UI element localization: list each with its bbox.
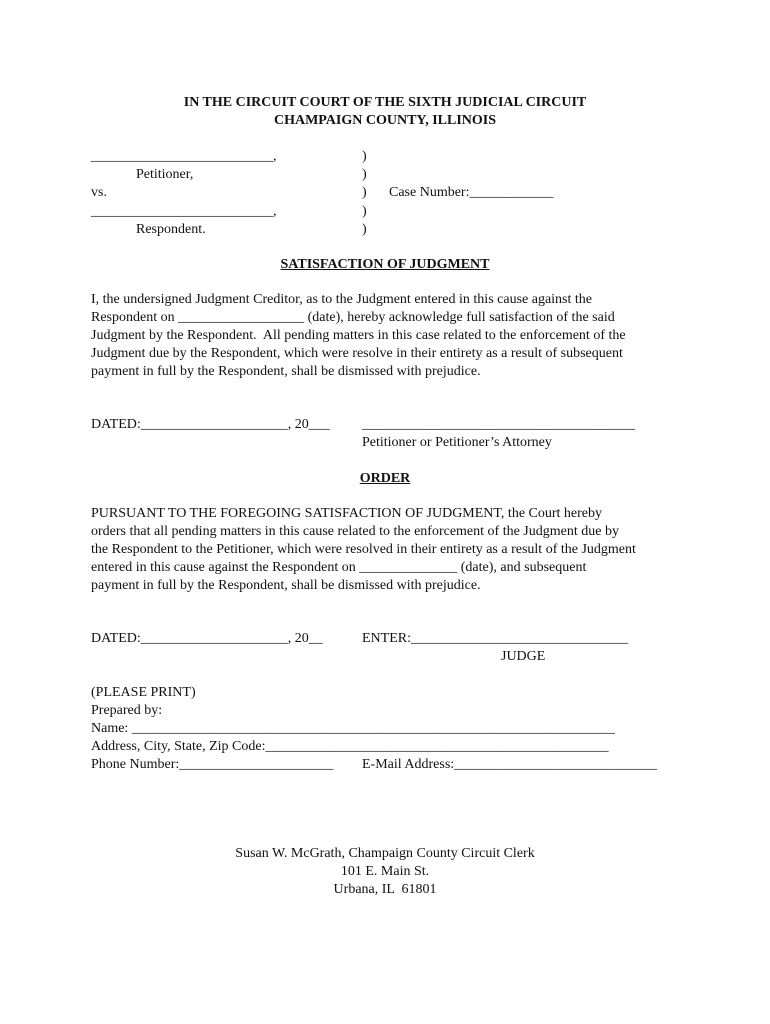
caption-paren: ) bbox=[362, 149, 367, 164]
judge-enter-line: ENTER:_______________________________ bbox=[362, 631, 628, 646]
satisfaction-text-line: Judgment due by the Respondent, which were resolve in their entirety as a result of subsequent bbox=[91, 346, 623, 361]
order-text-line: entered in this cause against the Respondent on ______________ (date), and subsequent bbox=[91, 560, 587, 575]
order-title: ORDER bbox=[359, 471, 411, 486]
satisfaction-text-line: payment in full by the Respondent, shall be dismissed with prejudice. bbox=[91, 364, 481, 379]
order-text-line: orders that all pending matters in this cause related to the enforcement of the Judgment due by bbox=[91, 524, 619, 539]
caption-paren: ) bbox=[362, 222, 367, 237]
court-title: IN THE CIRCUIT COURT OF THE SIXTH JUDICIAL CIRCUIT bbox=[183, 95, 587, 110]
preparer-name-field: Name: _____________________________________________________________________ bbox=[91, 721, 615, 736]
order-text-line: PURSUANT TO THE FOREGOING SATISFACTION OF JUDGMENT, the Court hereby bbox=[91, 506, 603, 521]
case-number-field: Case Number:____________ bbox=[389, 185, 554, 200]
clerk-street: 101 E. Main St. bbox=[340, 864, 430, 879]
satisfaction-text-line: I, the undersigned Judgment Creditor, as to the Judgment entered in this cause against the bbox=[91, 292, 592, 307]
order-dated-line: DATED:_____________________, 20__ bbox=[91, 631, 323, 646]
prepared-by-label: Prepared by: bbox=[91, 703, 163, 718]
satisfaction-dated-line: DATED:_____________________, 20___ bbox=[91, 417, 330, 432]
petitioner-signature-line: _______________________________________ bbox=[362, 417, 635, 432]
petitioner-name-line: __________________________, bbox=[91, 149, 277, 164]
petitioner-label: Petitioner, bbox=[136, 167, 194, 182]
order-text-line: the Respondent to the Petitioner, which were resolved in their entirety as a result of the Judgment bbox=[91, 542, 636, 557]
versus-label: vs. bbox=[91, 185, 107, 200]
caption-paren: ) bbox=[362, 204, 367, 219]
please-print-label: (PLEASE PRINT) bbox=[91, 685, 196, 700]
respondent-label: Respondent. bbox=[136, 222, 206, 237]
county-title: CHAMPAIGN COUNTY, ILLINOIS bbox=[273, 113, 497, 128]
preparer-email-field: E-Mail Address:_____________________________ bbox=[362, 757, 658, 772]
clerk-city: Urbana, IL 61801 bbox=[333, 882, 437, 897]
satisfaction-title: SATISFACTION OF JUDGMENT bbox=[280, 257, 490, 272]
order-text-line: payment in full by the Respondent, shall be dismissed with prejudice. bbox=[91, 578, 481, 593]
judge-label: JUDGE bbox=[501, 649, 546, 664]
caption-paren: ) bbox=[362, 167, 367, 182]
clerk-name: Susan W. McGrath, Champaign County Circuit Clerk bbox=[235, 846, 535, 861]
respondent-name-line: __________________________, bbox=[91, 204, 277, 219]
preparer-phone-field: Phone Number:______________________ bbox=[91, 757, 334, 772]
petitioner-signature-label: Petitioner or Petitioner’s Attorney bbox=[362, 435, 552, 450]
satisfaction-text-line: Judgment by the Respondent. All pending matters in this case related to the enforcement of the bbox=[91, 328, 626, 343]
satisfaction-text-line: Respondent on __________________ (date), hereby acknowledge full satisfaction of the said bbox=[91, 310, 615, 325]
caption-paren: ) bbox=[362, 185, 367, 200]
preparer-address-field: Address, City, State, Zip Code:_________________________________________________ bbox=[91, 739, 609, 754]
